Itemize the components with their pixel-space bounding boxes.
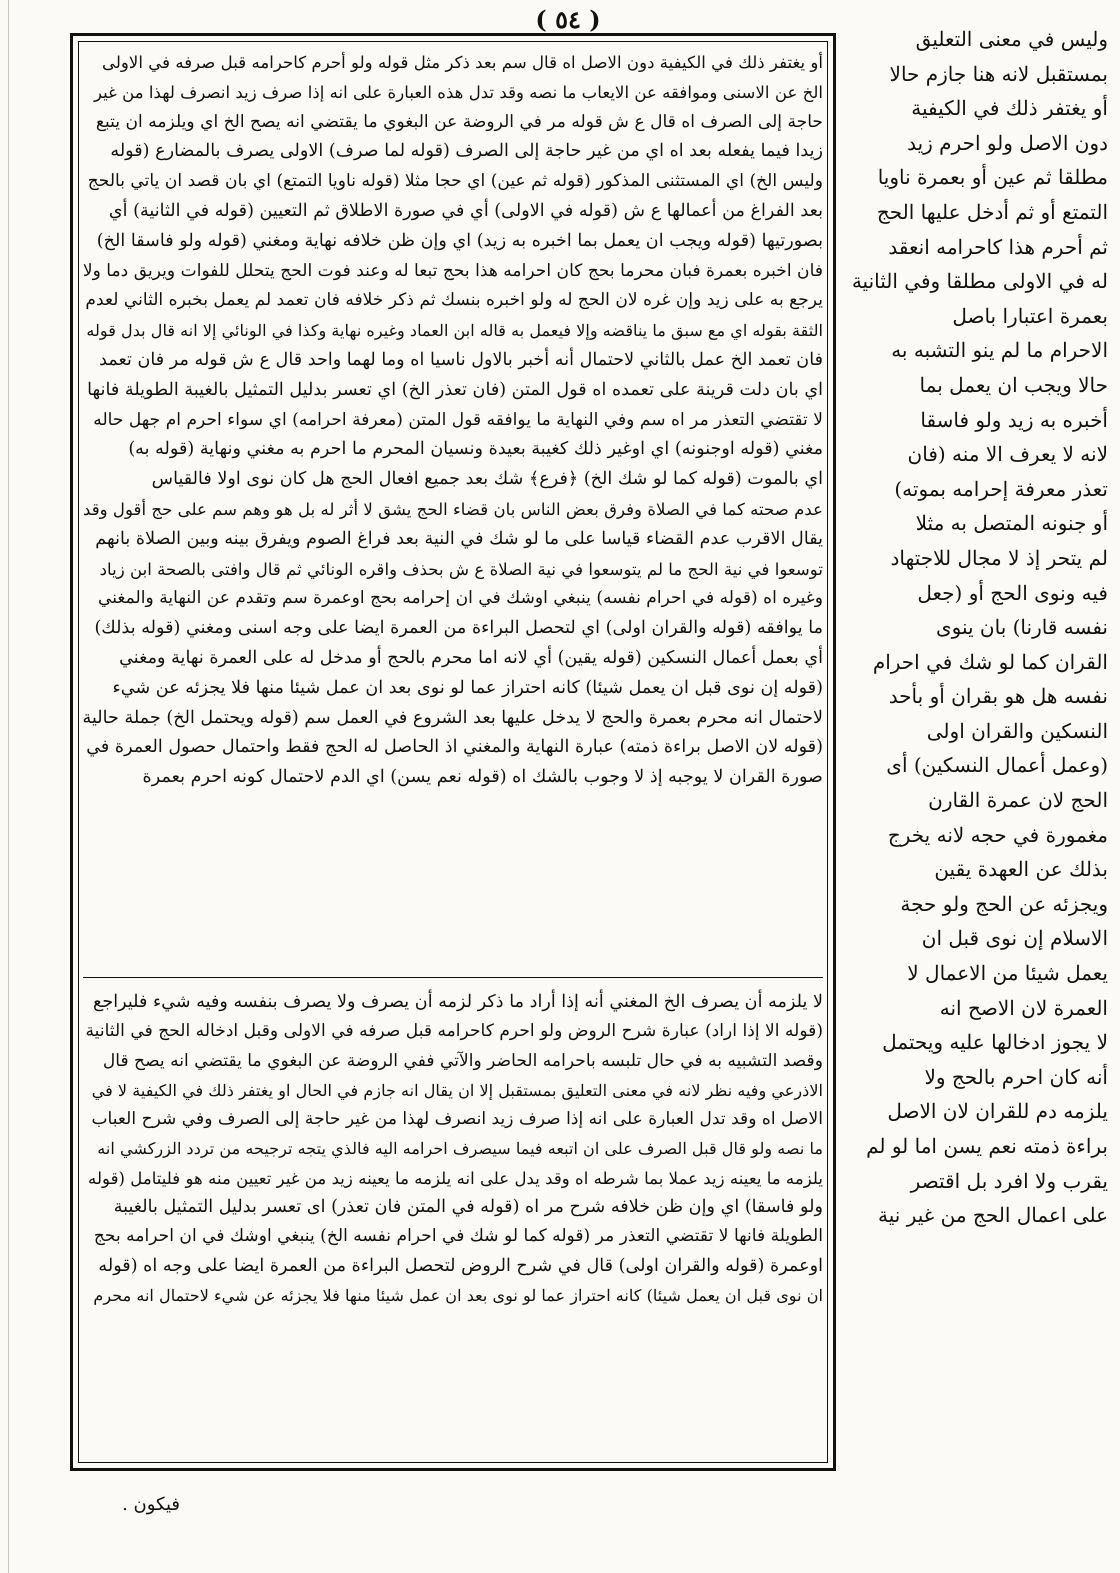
lower-commentary-line: ما نصه ولو قال قبل الصرف على ان اتبعه فيما سيصرف احرامه اليه فالذي يتجه ترجيحه من تردد الزركشي انه: [97, 1139, 823, 1159]
margin-text-line: مطلقا ثم عين أو بعمرة ناويا: [877, 165, 1108, 190]
lower-commentary-block: [83, 988, 823, 1458]
page-number: ( ٥٤ ): [535, 5, 601, 34]
margin-text-line: براءة ذمته نعم يسن اما لو لم: [866, 1134, 1108, 1158]
margin-text-line: بعمرة اعتبارا باصل: [952, 303, 1108, 328]
margin-text-line: القران كما لو شك في احرام: [872, 649, 1108, 674]
margin-text-line: أو يغتفر ذلك في الكيفية: [911, 96, 1108, 121]
margin-text-line: الاحرام ما لم ينو التشبه به: [891, 338, 1108, 363]
upper-commentary-line: بصورتيها (قوله ويجب ان يعمل بما اخبره به زيد) اي وإن ظن خلافه نهاية ومغني (قوله ولو فاسقا الخ): [96, 230, 823, 251]
margin-text-line: يلزمه دم للقران لان الاصل: [887, 1099, 1108, 1124]
upper-commentary-line: عدم صحته كما في الصلاة وفرق بعض الناس بان قضاء الحج يشق لا أثر له بل هو وهم سم على حج أقول وقد: [83, 499, 823, 519]
margin-text-line: يقرب ولا افرد بل اقتصر: [910, 1168, 1108, 1193]
lower-commentary-line: لا يلزمه أن يصرف الخ المغني أنه إذا أراد ما ذكر لزمه أن يصرف ولا يصرف بنفسه وفيه شيء فليراجع: [92, 992, 823, 1012]
upper-commentary-line: أو يغتفر ذلك في الكيفية دون الاصل اه قال سم بعد ذكر مثل قوله ولو أحرم كاحرامه قبل صرفه في الاولى: [102, 53, 823, 72]
upper-commentary-line: لا تقتضي التعذر مر اه سم وفي النهاية ما يوافقه قول المتن (معرفة احرامه) اي سواء احرم ام جهل حاله: [93, 409, 823, 430]
upper-commentary-line: لاحتمال انه محرم بعمرة والحج لا يدخل عليها بعد الشروع في العمل سم (قوله ويحتمل الخ) جملة حالية: [83, 707, 823, 728]
upper-commentary-line: اي بان دلت قرينة على تعمده اه قول المتن (فان تعذر الخ) اي تعسر بدليل التمثيل بالغيبة الطويلة فانها: [87, 379, 823, 400]
upper-commentary-line: حاجة إلى الصرف اه قال ع ش قوله مر في الروضة عن البغوي ما يقتضي انه يصح الخ اي ويلزمه ان يتبع: [95, 111, 823, 132]
upper-commentary-line: فان اخبره بعمرة فبان محرما بحج كان احرامه هذا بحج تبعا له وعند فوت الحج يتحلل للفوات ويريق دما ولا: [83, 260, 823, 281]
margin-text-line: النسكين والقران اولى: [926, 718, 1108, 743]
upper-commentary-line: اي بالموت (قوله كما لو شك الخ) ﴿فرع﴾ شك بعد جميع افعال الحج هل كان نوى اولا فالقياس: [151, 469, 823, 490]
margin-text-line: دون الاصل ولو احرم زيد: [907, 130, 1108, 155]
upper-commentary-line: زيدا فيما يفعله بعد اه اي من غير حاجة إلى الصرف (قوله لما صرف) الاولى يصرف بالمضارع (قوله: [110, 141, 823, 162]
upper-commentary-line: ما يوافقه (قوله والقران اولى) اي لتحصل البراءة من العمرة ايضا على وجه اسنى ومغني (قوله بذلك): [94, 618, 823, 639]
margin-text-line: بمستقبل لانه هنا جازم حالا: [889, 61, 1108, 86]
margin-text-line: نفسه قارنا) بان ينوى: [935, 615, 1108, 640]
lower-commentary-line: يلزمه ما يعينه زيد عملا بما شرطه اه وقد يدل على انه يلزمه ما يعينه زيد من غير تعيين منه هو فليتامل (قوله: [88, 1168, 823, 1188]
upper-commentary-line: (قوله لان الاصل براءة ذمته) عبارة النهاية والمغني اذ الحاصل له الحج فقط واحتمال حصول العمرة في: [86, 737, 823, 758]
margin-text-line: أنه كان احرم بالحج ولا: [924, 1064, 1108, 1089]
upper-commentary-line: (قوله إن نوى قبل ان يعمل شيئا) كانه احتراز عما لو نوى بعد ان عمل شيئا منها فلا يجزئه عن شيء: [112, 677, 823, 698]
margin-text-line: حالا ويجب ان يعمل بما: [919, 372, 1108, 397]
margin-text-line: يعمل شيئا من الاعمال لا: [907, 961, 1108, 986]
upper-commentary-line: مغني (قوله اوجنونه) اي اوغير ذلك كغيبة بعيدة ونسيان المحرم ما احرم به مغني ونهاية (قوله به): [128, 439, 823, 460]
commentary-frame: [70, 33, 836, 1471]
upper-commentary-line: بعد الفراغ من أعمالها ع ش (قوله في الاولى) أي في صورة الاطلاق ثم التعيين (قوله في الثانية) أي: [108, 200, 823, 221]
margin-text-line: أو جنونه المتصل به مثلا: [915, 511, 1108, 536]
margin-text-line: (وعمل أعمال النسكين) أى: [886, 753, 1108, 778]
upper-commentary-line: يقال الاقرب عدم القضاء قياسا على ما لو شك في النية بعد فراغ الصوم ويفرق بينه وبين الصلاة بانهم: [95, 528, 823, 549]
lower-commentary-line: الطويلة فانها لا تقتضي التعذر مر (قوله كما لو شك في احرام نفسه الخ) ينبغي اوشك في ان احرامه بحج: [93, 1226, 823, 1247]
lower-commentary-line: الاذرعي وفيه نظر لانه في معنى التعليق بمستقبل إلا ان يقال انه جازم في الحال او يغتفر ذلك في الكيفية لا في: [91, 1080, 823, 1100]
upper-commentary-line: توسعوا في نية الحج ما لم يتوسعوا في نية الصلاة ع ش بحذف واقره الونائي ثم قال وافتى بالصحة ابن زياد: [99, 559, 823, 579]
block-separator-rule: [83, 977, 823, 978]
upper-commentary-line: صورة القران لا يوجبه إذ لا وجوب بالشك اه (قوله نعم يسن) اي الدم لاحتمال كونه احرم بعمرة: [142, 767, 823, 788]
margin-text-line: أخبره به زيد ولو فاسقا: [920, 407, 1108, 432]
upper-commentary-line: أي بعمل أعمال النسكين (قوله يقين) أي لانه اما محرم بالحج أو مدخل له على العمرة نهاية ومغني: [119, 647, 823, 668]
lower-commentary-line: اوعمرة (قوله والقران اولى) قال في شرح الروض لتحصل البراءة من العمرة ايضا على وجه اه (قوله: [98, 1255, 823, 1276]
upper-commentary-line: فان تعمد الخ عمل بالثاني لاحتمال أنه أخبر بالاول ناسيا اه وما لهما واحد قال ع ش قوله مر فان تعمد: [99, 349, 823, 370]
lower-commentary-line: (قوله الا إذا اراد) عبارة شرح الروض ولو احرم كاحرامه قبل صرفه في الاولى وقبل ادخاله الحج في الثانية: [85, 1021, 823, 1042]
margin-main-text-column: [843, 22, 1108, 1472]
margin-text-line: نفسه هل هو بقران أو بأحد: [888, 684, 1108, 709]
margin-text-line: تعذر معرفة إحرامه بموته): [894, 476, 1108, 501]
margin-text-line: الاسلام إن نوى قبل ان: [921, 926, 1108, 951]
margin-text-line: مغمورة في حجه لانه يخرج: [887, 822, 1108, 847]
lower-commentary-line: ولو فاسقا) اي وإن ظن خلافه شرح مر اه (قوله في المتن فان تعذر) اى تعسر بدليل التمثيل بالغيبة: [113, 1197, 823, 1218]
margin-text-line: وليس في معنى التعليق: [915, 27, 1108, 51]
upper-commentary-line: وليس الخ) اي المستثنى المذكور (قوله ثم عين) اي حجا مثلا (قوله ناويا التمتع) اي بان قصد ان ياتي بالحج: [87, 171, 823, 192]
upper-commentary-line: وغيره اه (قوله في احرام نفسه) ينبغي اوشك في ان إحرامه بحج اوعمرة سم وتقدم عن النهاية والمغني: [98, 588, 823, 609]
margin-text-line: لم يتحر إذ لا مجال للاجتهاد: [890, 545, 1108, 570]
upper-commentary-block: [83, 48, 823, 973]
margin-text-line: فيه ونوى الحج أو (جعل: [917, 580, 1108, 605]
margin-text-line: له في الاولى مطلقا وفي الثانية: [851, 269, 1108, 294]
page-edge-line: [8, 0, 9, 1573]
margin-text-line: الحج لان عمرة القارن: [928, 788, 1108, 813]
catchword: فيكون .: [122, 1494, 180, 1515]
lower-commentary-line: وقصد التشبيه به في حال تلبسه باحرامه الحاضر والآتي ففي الروضة عن البغوي ما يقتضي انه يصح قال: [102, 1050, 823, 1071]
lower-commentary-line: ان نوى قبل ان يعمل شيئا) كانه احتراز عما لو نوى بعد ان عمل شيئا منها فلا يجزئه عن شيء لاحتمال انه محرم: [93, 1285, 823, 1305]
lower-commentary-line: الاصل اه وقد تدل العبارة على انه إذا صرف زيد انصرف لهذا من غير حاجة إلى الصرف وفي شرح العباب: [91, 1109, 823, 1130]
margin-text-line: العمرة لان الاصح انه: [939, 995, 1108, 1020]
margin-text-line: على اعمال الحج من غير نية: [878, 1203, 1108, 1228]
margin-text-line: لا يجوز ادخالها عليه ويحتمل: [882, 1030, 1108, 1055]
upper-commentary-line: يرجع به على زيد وإن غره لان الحج له ولو اخبره بنسك ثم ذكر خلافه فان تعمد لم يعمل بخبره الثاني لعدم: [85, 290, 823, 311]
margin-text-line: التمتع أو ثم أدخل عليها الحج: [876, 199, 1108, 224]
margin-text-line: لانه لا يعرف الا منه (فان: [907, 442, 1108, 467]
margin-text-line: ويجزئه عن الحج ولو حجة: [900, 891, 1108, 916]
margin-text-line: بذلك عن العهدة يقين: [934, 857, 1108, 882]
upper-commentary-line: الثقة بقوله اي مع سبق ما يناقضه وإلا فيعمل به قاله ابن العماد وغيره نهاية وكذا في الونائي إلا انه قال بدل قوله: [86, 321, 823, 341]
upper-commentary-line: الخ عن الاسنى وموافقه عن الايعاب ما نصه وقد تدل هذه العبارة على انه إذا صرف زيد انصرف لهذا من غير: [93, 82, 823, 102]
margin-text-line: ثم أحرم هذا كاحرامه انعقد: [888, 234, 1108, 259]
commentary-inner-border: [78, 41, 828, 1463]
